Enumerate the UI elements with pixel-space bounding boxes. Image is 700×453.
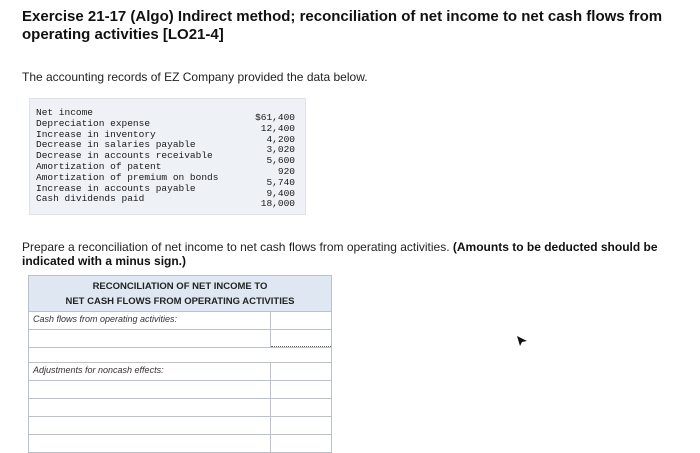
reconciliation-table [28, 275, 332, 453]
row-amount-input[interactable] [271, 381, 331, 398]
row-amount-input[interactable] [271, 417, 331, 434]
exercise-title: Exercise 21-17 (Algo) Indirect method; reconciliation of net income to net cash flows from operating activities [LO21-4] [22, 8, 663, 43]
table-row [29, 398, 331, 416]
adjustments-row [29, 362, 331, 380]
row-amount-input[interactable] [271, 435, 331, 452]
record-label: Decrease in salaries payable [36, 139, 196, 151]
record-label: Increase in inventory [36, 128, 156, 140]
record-label: Net income [36, 107, 94, 118]
record-value: $61,400 [255, 112, 295, 123]
instructions [22, 240, 692, 268]
row-label-cell[interactable] [29, 381, 270, 398]
record-value: 9,400 [266, 187, 295, 199]
cash-flows-label: Cash flows from operating activities: [33, 314, 178, 324]
record-value: 3,020 [266, 144, 295, 156]
table-row [29, 416, 331, 434]
mouse-cursor-icon [516, 335, 528, 347]
row-label-input[interactable] [33, 401, 266, 414]
record-label: Increase in accounts payable [36, 182, 196, 194]
row-amount-cell[interactable] [270, 381, 331, 398]
record-value: 920 [277, 165, 295, 177]
record-label: Cash dividends paid [36, 193, 145, 205]
row-amount-cell[interactable] [270, 435, 331, 452]
records-values [255, 113, 295, 210]
records-labels [36, 108, 218, 205]
row-label-input[interactable] [33, 419, 266, 432]
row-label-cell[interactable] [29, 435, 270, 452]
row-label-cell[interactable] [29, 399, 270, 416]
record-label: Depreciation expense [36, 117, 151, 129]
reconciliation-heading-line2: NET CASH FLOWS FROM OPERATING ACTIVITIES [65, 296, 295, 307]
records-data-box [29, 98, 306, 215]
table-row [29, 434, 331, 452]
row-amount-cell[interactable] [270, 417, 331, 434]
table-spacer-row [29, 347, 331, 362]
row-amount-cell[interactable] [270, 330, 331, 347]
record-label: Amortization of premium on bonds [36, 171, 219, 183]
cash-flows-amount-cell [270, 312, 331, 329]
record-label: Decrease in accounts receivable [36, 150, 213, 162]
row-label-input[interactable] [33, 437, 266, 450]
instructions-emphasis: (Amounts to be deducted should be indicated with a minus sign.) [22, 240, 658, 268]
record-value: 5,740 [266, 176, 295, 188]
row-label-cell[interactable] [29, 330, 270, 347]
table-row [29, 329, 331, 347]
reconciliation-heading [29, 276, 331, 311]
record-value: 12,400 [260, 122, 295, 134]
row-amount-cell[interactable] [270, 399, 331, 416]
record-label: Amortization of patent [36, 160, 162, 172]
row-label-cell[interactable] [29, 417, 270, 434]
reconciliation-heading-line1: RECONCILIATION OF NET INCOME TO [92, 281, 268, 292]
record-value: 5,600 [266, 155, 295, 167]
row-amount-input[interactable] [271, 330, 331, 347]
record-value: 18,000 [260, 198, 295, 210]
row-label-input[interactable] [33, 332, 266, 345]
adjustments-amount-cell [270, 363, 331, 380]
cash-flows-row [29, 311, 331, 329]
adjustments-label: Adjustments for noncash effects: [33, 365, 164, 375]
instructions-text: Prepare a reconciliation of net income to net cash flows from operating activities. [22, 240, 450, 254]
record-value: 4,200 [266, 133, 295, 145]
table-row [29, 380, 331, 398]
row-amount-input[interactable] [271, 399, 331, 416]
intro-text: The accounting records of EZ Company provided the data below. [22, 70, 368, 84]
row-label-input[interactable] [33, 383, 266, 396]
